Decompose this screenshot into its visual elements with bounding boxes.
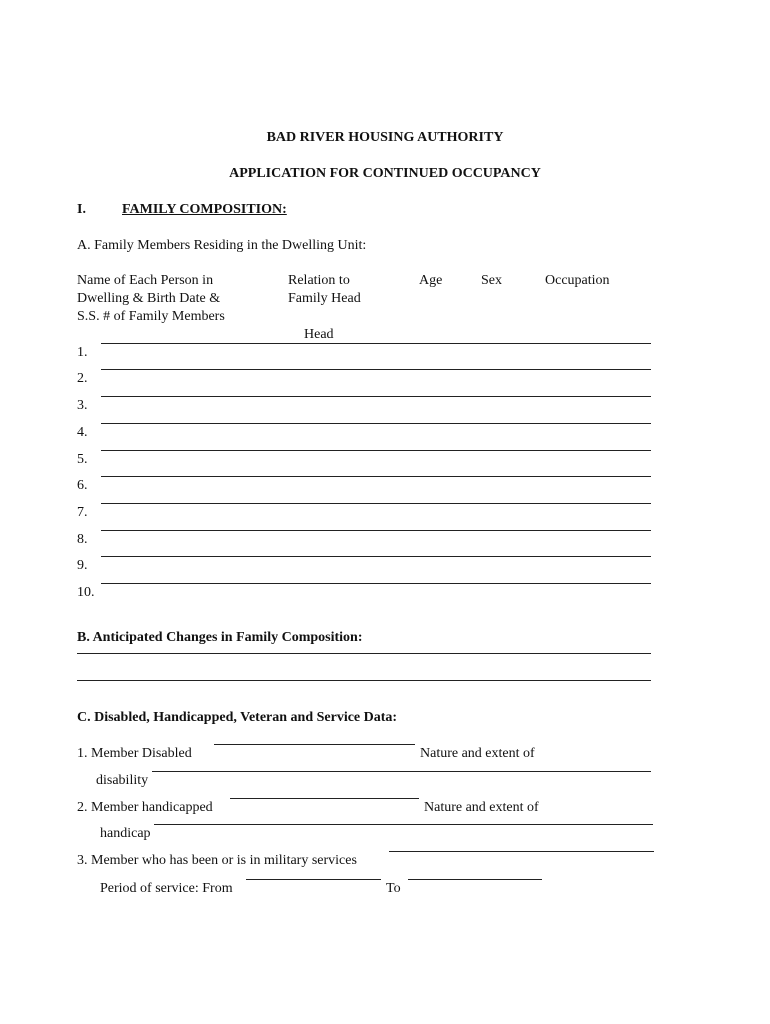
military-service-label: 3. Member who has been or is in military services	[77, 853, 357, 868]
section-c-title: C. Disabled, Handicapped, Veteran and Service Data:	[77, 710, 398, 725]
section-b-title: B. Anticipated Changes in Family Composition:	[77, 630, 363, 645]
row-entry-line[interactable]	[101, 450, 651, 451]
row-number: 9.	[77, 558, 88, 573]
row-number: 2.	[77, 371, 88, 386]
row-entry-line[interactable]	[101, 423, 651, 424]
row-entry-line[interactable]	[101, 556, 651, 557]
row-entry-line[interactable]	[101, 369, 651, 370]
row-entry-line[interactable]	[101, 583, 651, 584]
anticipated-changes-line-1[interactable]	[77, 653, 651, 654]
row-number: 6.	[77, 478, 88, 493]
member-disabled-field[interactable]	[214, 744, 415, 745]
column-age: Age	[419, 273, 443, 288]
row-number: 3.	[77, 398, 88, 413]
column-name-line1: Name of Each Person in	[77, 273, 214, 288]
handicap-label: handicap	[100, 826, 151, 841]
row-number: 10.	[77, 585, 95, 600]
column-sex: Sex	[481, 273, 502, 288]
member-handicapped-label: 2. Member handicapped	[77, 800, 213, 815]
column-occupation: Occupation	[545, 273, 610, 288]
head-label: Head	[304, 327, 334, 342]
handicap-field[interactable]	[154, 824, 653, 825]
disability-field[interactable]	[152, 771, 651, 772]
row-entry-line[interactable]	[101, 476, 651, 477]
row-entry-line[interactable]	[101, 343, 651, 344]
row-entry-line[interactable]	[101, 503, 651, 504]
anticipated-changes-line-2[interactable]	[77, 680, 651, 681]
service-to-field[interactable]	[408, 879, 542, 880]
organization-title: BAD RIVER HOUSING AUTHORITY	[266, 130, 504, 145]
section-title: FAMILY COMPOSITION:	[122, 202, 287, 217]
row-number: 7.	[77, 505, 88, 520]
service-to-label: To	[386, 881, 401, 896]
column-name-line2: Dwelling & Birth Date &	[77, 291, 221, 306]
service-period-from-label: Period of service: From	[100, 881, 233, 896]
disability-label: disability	[96, 773, 149, 788]
column-relation-line1: Relation to	[288, 273, 350, 288]
member-disabled-label: 1. Member Disabled	[77, 746, 192, 761]
military-service-field[interactable]	[389, 851, 654, 852]
row-entry-line[interactable]	[101, 530, 651, 531]
disability-nature-label: Nature and extent of	[420, 746, 535, 761]
subsection-a-title: A. Family Members Residing in the Dwelling Unit:	[77, 238, 367, 253]
row-number: 4.	[77, 425, 88, 440]
row-number: 8.	[77, 532, 88, 547]
service-from-field[interactable]	[246, 879, 381, 880]
row-entry-line[interactable]	[101, 396, 651, 397]
row-number: 5.	[77, 452, 88, 467]
row-number: 1.	[77, 345, 88, 360]
member-handicapped-field[interactable]	[230, 798, 419, 799]
handicap-nature-label: Nature and extent of	[424, 800, 539, 815]
column-name-line3: S.S. # of Family Members	[77, 309, 225, 324]
section-number: I.	[77, 202, 86, 217]
form-title: APPLICATION FOR CONTINUED OCCUPANCY	[229, 166, 541, 181]
column-relation-line2: Family Head	[288, 291, 361, 306]
